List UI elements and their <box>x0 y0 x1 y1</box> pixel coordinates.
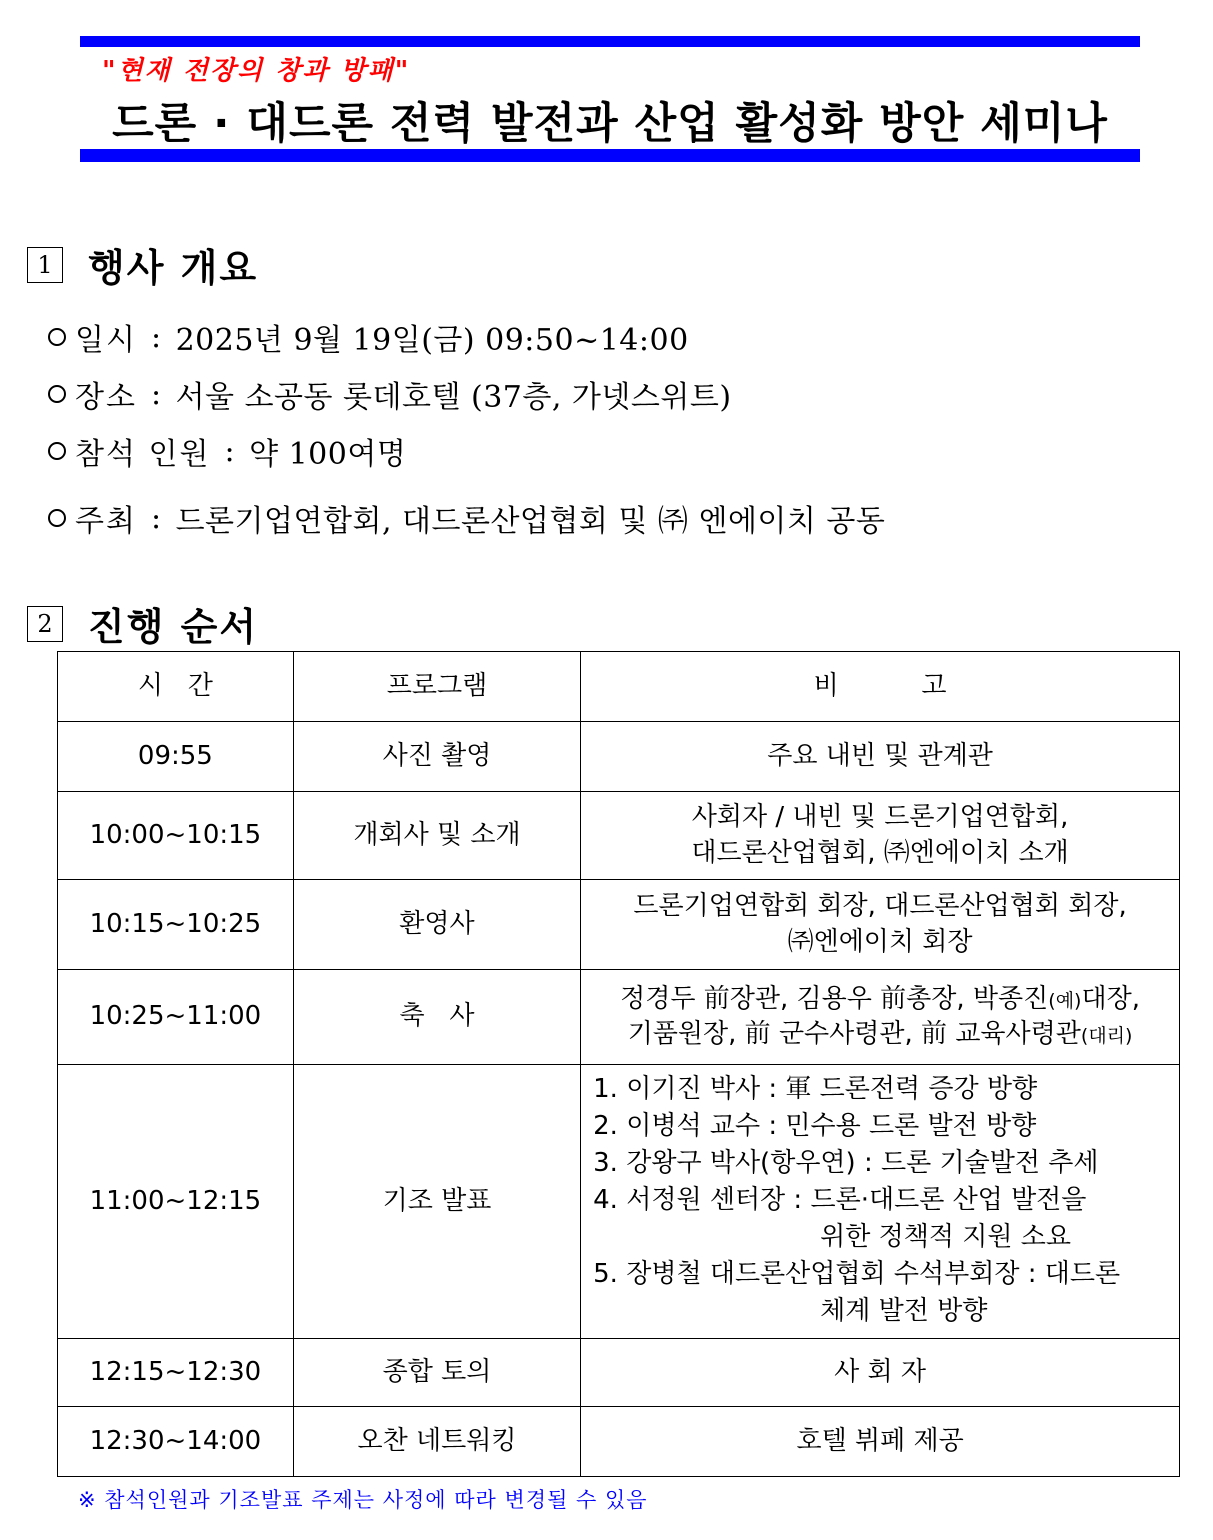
section-number-box: 2 <box>27 606 63 642</box>
page-title: 드론 · 대드론 전력 발전과 산업 활성화 방안 세미나 <box>112 99 1108 149</box>
list-item: 2. 이병석 교수 : 민수용 드론 발전 방향 <box>593 1111 1037 1142</box>
overview-separator: : <box>150 500 162 536</box>
program-cell: 축 사 <box>293 970 580 1065</box>
list-item: 1. 이기진 박사 : 軍 드론전력 증강 방향 <box>593 1074 1038 1105</box>
keynote-text: 4. 서정원 센터장 : 드론·대드론 산업 발전을 <box>593 1185 1087 1216</box>
keynote-list <box>581 1069 1179 1333</box>
footnote: ※ 참석인원과 기조발표 주제는 사정에 따라 변경될 수 있음 <box>78 1488 648 1512</box>
section-title: 행사 개요 <box>88 246 259 290</box>
overview-value: 드론기업연합회, 대드론산업협회 및 ㈜ 엔에이치 공동 <box>175 504 886 539</box>
overview-separator: : <box>150 376 162 412</box>
program-cell: 개회사 및 소개 <box>293 792 580 880</box>
column-header-note: 비 고 <box>581 652 1180 722</box>
table-row <box>58 1407 1180 1477</box>
time-cell: 12:15~12:30 <box>58 1339 294 1407</box>
table-row <box>58 880 1180 970</box>
title-top-bar <box>80 36 1140 47</box>
circle-bullet-icon <box>48 328 66 346</box>
schedule-table <box>57 651 1180 1477</box>
keynote-text: 5. 장병철 대드론산업협회 수석부회장 : 대드론 <box>593 1258 1121 1289</box>
title-bottom-bar <box>80 149 1140 162</box>
title-subtitle: "현재 전장의 창과 방패" <box>102 56 411 86</box>
table-row <box>58 970 1180 1065</box>
program-cell: 종합 토의 <box>293 1339 580 1407</box>
overview-value: 서울 소공동 롯데호텔 (37층, 가넷스위트) <box>175 380 732 415</box>
overview-label: 참석 인원 <box>75 437 211 472</box>
note-cell: 호텔 뷔페 제공 <box>581 1407 1180 1477</box>
note-line: 사회자 / 내빈 및 드론기업연합회, <box>691 802 1069 833</box>
title-block <box>80 36 1140 164</box>
list-item <box>593 1182 1171 1256</box>
note-line: ㈜엔에이치 회장 <box>787 926 973 957</box>
table-row <box>58 1065 1180 1339</box>
table-header-row <box>58 652 1180 722</box>
keynote-continuation: 위한 정책적 지원 소요 <box>820 1221 1071 1252</box>
note-cell <box>581 1065 1180 1339</box>
note-line: 드론기업연합회 회장, 대드론산업협회 회장, <box>633 891 1127 922</box>
section-1-heading <box>27 237 258 292</box>
section-2-heading <box>27 596 258 651</box>
note-small-text: (대리) <box>1080 1025 1133 1047</box>
program-cell: 기조 발표 <box>293 1065 580 1339</box>
overview-item-venue <box>48 372 732 416</box>
note-cell <box>581 970 1180 1065</box>
section-number-box: 1 <box>27 247 63 283</box>
column-header-time: 시 간 <box>58 652 294 722</box>
table-row <box>58 792 1180 880</box>
time-cell: 12:30~14:00 <box>58 1407 294 1477</box>
time-cell: 10:25~11:00 <box>58 970 294 1065</box>
program-cell: 오찬 네트워킹 <box>293 1407 580 1477</box>
note-small-text: (예) <box>1048 989 1082 1012</box>
overview-label: 장소 <box>75 380 137 415</box>
overview-item-attendees <box>48 429 406 473</box>
table-row <box>58 1339 1180 1407</box>
time-cell: 10:00~10:15 <box>58 792 294 880</box>
list-item <box>593 1256 1171 1330</box>
time-cell: 10:15~10:25 <box>58 880 294 970</box>
note-text: 기품원장, 前 군수사령관, 前 교육사령관 <box>627 1019 1081 1049</box>
section-title: 진행 순서 <box>88 605 259 649</box>
overview-item-host <box>48 496 885 540</box>
overview-label: 일시 <box>75 323 137 358</box>
column-header-program: 프로그램 <box>293 652 580 722</box>
program-cell: 환영사 <box>293 880 580 970</box>
time-cell: 11:00~12:15 <box>58 1065 294 1339</box>
note-text: 정경두 前장관, 김용우 前총장, 박종진 <box>620 983 1049 1014</box>
list-item: 3. 강왕구 박사(항우연) : 드론 기술발전 추세 <box>593 1148 1099 1179</box>
circle-bullet-icon <box>48 509 66 527</box>
overview-value: 2025년 9월 19일(금) 09:50~14:00 <box>175 323 689 358</box>
note-cell <box>581 880 1180 970</box>
overview-separator: : <box>224 433 236 469</box>
time-cell: 09:55 <box>58 722 294 792</box>
program-cell: 사진 촬영 <box>293 722 580 792</box>
circle-bullet-icon <box>48 442 66 460</box>
table-row <box>58 722 1180 792</box>
note-cell <box>581 792 1180 880</box>
overview-separator: : <box>150 319 162 355</box>
overview-item-date <box>48 315 689 359</box>
circle-bullet-icon <box>48 385 66 403</box>
note-line: 대드론산업협회, ㈜엔에이치 소개 <box>691 837 1069 868</box>
overview-value: 약 100여명 <box>249 437 407 472</box>
keynote-continuation: 체계 발전 방향 <box>820 1295 988 1326</box>
note-line <box>581 1017 1179 1052</box>
note-line <box>581 982 1179 1017</box>
note-cell: 사 회 자 <box>581 1339 1180 1407</box>
note-cell: 주요 내빈 및 관계관 <box>581 722 1180 792</box>
note-text: 대장, <box>1081 983 1140 1014</box>
overview-label: 주최 <box>75 504 137 539</box>
